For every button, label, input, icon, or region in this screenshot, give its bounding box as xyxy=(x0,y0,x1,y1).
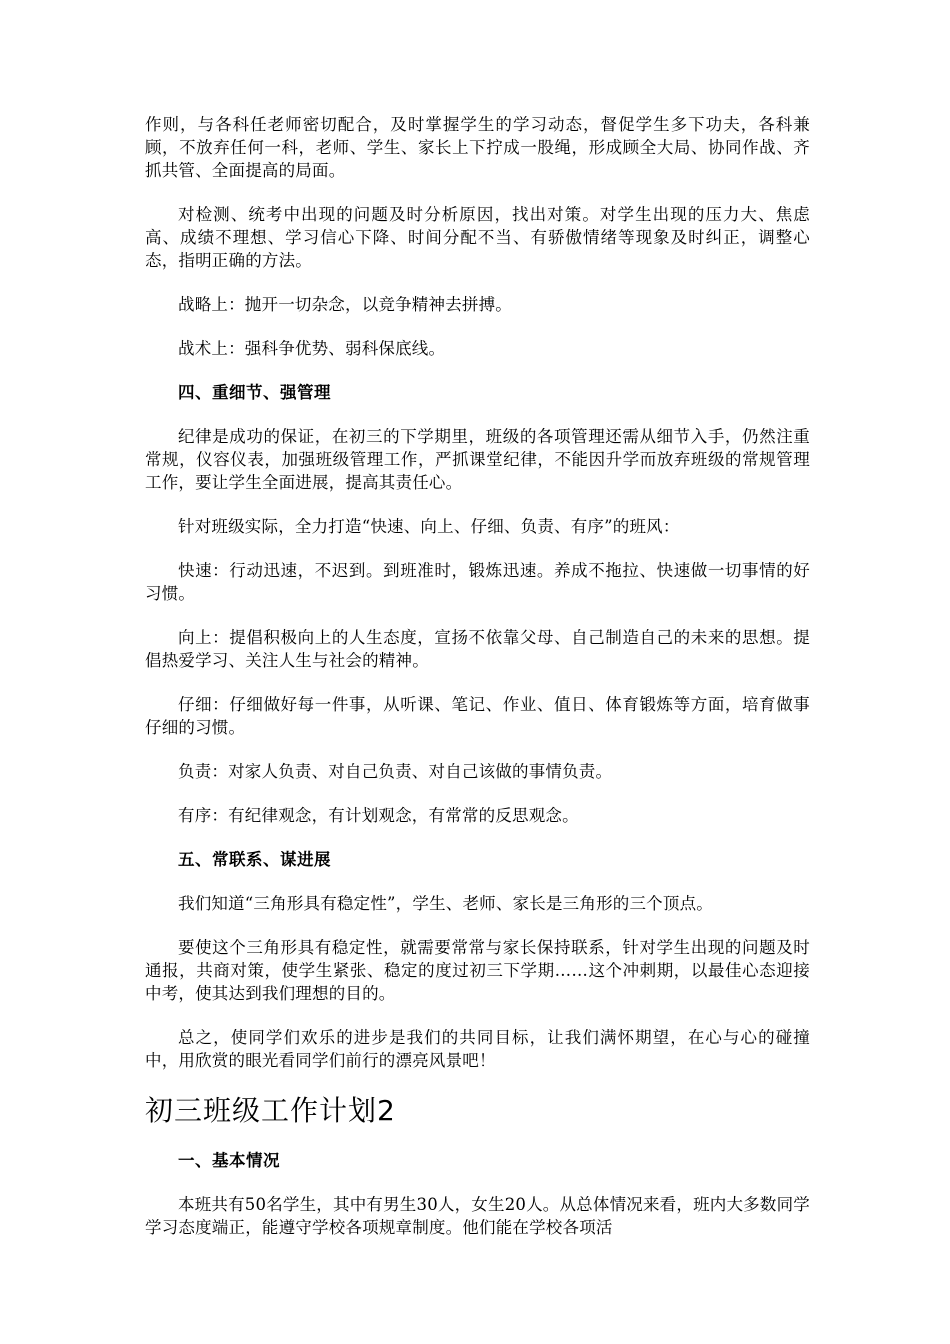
paragraph: 快速：行动迅速，不迟到。到班准时，锻炼迅速。养成不拖拉、快速做一切事情的好习惯。 xyxy=(145,561,810,603)
section-heading: 四、重细节、强管理 xyxy=(178,383,331,402)
paragraph: 我们知道“三角形具有稳定性”，学生、老师、家长是三角形的三个顶点。 xyxy=(178,894,713,913)
paragraph: 总之，使同学们欢乐的进步是我们的共同目标，让我们满怀期望，在心与心的碰撞中，用欣赏的眼光看同学们前行的漂亮风景吧！ xyxy=(145,1028,810,1070)
paragraph: 战术上：强科争优势、弱科保底线。 xyxy=(178,339,446,358)
paragraph: 要使这个三角形具有稳定性，就需要常常与家长保持联系，针对学生出现的问题及时通报，共商对策，使学生紧张、稳定的度过初三下学期……这个冲刺期，以最佳心态迎接中考，使其达到我们理想的目的。 xyxy=(145,938,810,1003)
section-heading: 一、基本情况 xyxy=(178,1151,280,1170)
section-heading: 五、常联系、谋进展 xyxy=(178,850,331,869)
paragraph: 针对班级实际，全力打造“快速、向上、仔细、负责、有序”的班风： xyxy=(178,517,680,536)
document-title: 初三班级工作计划2 xyxy=(145,1094,396,1127)
document-body xyxy=(145,113,810,1260)
paragraph: 有序：有纪律观念，有计划观念，有常常的反思观念。 xyxy=(178,806,579,825)
paragraph: 向上：提倡积极向上的人生态度，宣扬不依靠父母、自己制造自己的未来的思想。提倡热爱学习、关注人生与社会的精神。 xyxy=(145,628,810,670)
paragraph: 战略上：抛开一切杂念，以竞争精神去拼搏。 xyxy=(178,295,512,314)
paragraph: 对检测、统考中出现的问题及时分析原因，找出对策。对学生出现的压力大、焦虑高、成绩不理想、学习信心下降、时间分配不当、有骄傲情绪等现象及时纠正，调整心态，指明正确的方法。 xyxy=(145,205,810,270)
paragraph: 本班共有50名学生，其中有男生30人，女生20人。从总体情况来看，班内大多数同学学习态度端正，能遵守学校各项规章制度。他们能在学校各项活 xyxy=(145,1195,810,1237)
paragraph: 作则，与各科任老师密切配合，及时掌握学生的学习动态，督促学生多下功夫，各科兼顾，不放弃任何一科，老师、学生、家长上下拧成一股绳，形成顾全大局、协同作战、齐抓共管、全面提高的局面。 xyxy=(145,115,810,180)
paragraph: 纪律是成功的保证，在初三的下学期里，班级的各项管理还需从细节入手，仍然注重常规，仪容仪表，加强班级管理工作，严抓课堂纪律，不能因升学而放弃班级的常规管理工作，要让学生全面进展，提高其责任心。 xyxy=(145,427,810,492)
paragraph: 负责：对家人负责、对自己负责、对自己该做的事情负责。 xyxy=(178,762,613,781)
paragraph: 仔细：仔细做好每一件事，从听课、笔记、作业、值日、体育锻炼等方面，培育做事仔细的习惯。 xyxy=(145,695,810,737)
